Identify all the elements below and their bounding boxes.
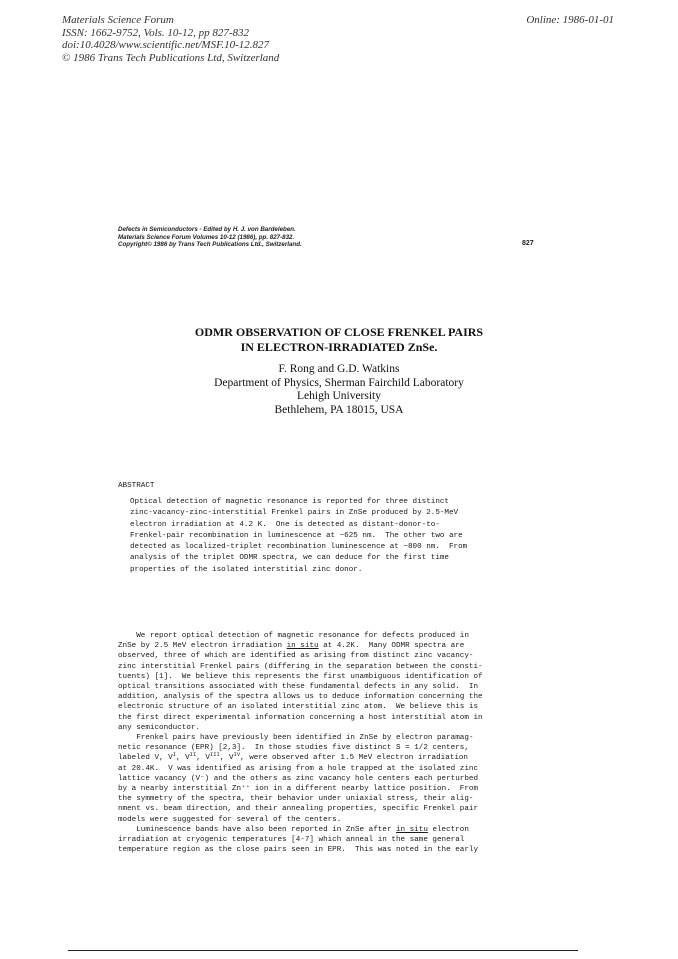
abstract-line: zinc-vacancy-zinc-interstitial Frenkel pairs in ZnSe produced by 2.5-MeV <box>130 509 459 518</box>
abstract-line: properties of the isolated interstitial zinc donor. <box>130 565 363 574</box>
body-line <box>118 825 483 835</box>
online-date: Online: 1986-01-01 <box>526 14 614 26</box>
body-line: irradiation at cryogenic temperatures [4-7] which anneal in the same general <box>118 836 465 845</box>
abstract-line: Frenkel-pair recombination in luminescence at ~625 nm. The other two are <box>130 531 463 540</box>
abstract-line: electron irradiation at 4.2 K. One is detected as distant-donor-to- <box>130 520 440 529</box>
journal-name: Materials Science Forum <box>62 14 174 26</box>
body-line <box>118 753 483 763</box>
body-line: zinc interstitial Frenkel pairs (differing in the separation between the consti- <box>118 662 483 671</box>
proceedings-line-2: Materials Science Forum Volumes 10-12 (1986), pp. 827-832. <box>118 233 295 241</box>
author-city: Bethlehem, PA 18015, USA <box>274 403 404 416</box>
text-run: at 4.2K. Many ODMR spectra are <box>318 642 465 651</box>
author-department: Department of Physics, Sherman Fairchild Laboratory <box>214 376 464 389</box>
body-line: by a nearby interstitial Zn⁺⁺ ion in a different nearby lattice position. From <box>118 785 479 794</box>
superscript: I <box>172 751 176 759</box>
body-line: temperature region as the close pairs seen in EPR. This was noted in the early <box>118 846 479 855</box>
body-line: Frenkel pairs have previously been identified in ZnSe by electron paramag- <box>118 734 474 743</box>
abstract-line: detected as localized-triplet recombination luminescence at ~800 nm. From <box>130 543 468 552</box>
body-text <box>118 631 483 855</box>
footer-rule <box>68 950 578 951</box>
text-run: Luminescence bands have also been reported in ZnSe after <box>118 825 396 834</box>
doi-link[interactable]: doi:10.4028/www.scientific.net/MSF.10-12.827 <box>62 39 270 51</box>
abstract-body <box>130 497 467 576</box>
title-line-2: IN ELECTRON-IRRADIATED ZnSe. <box>240 339 438 354</box>
abstract-line: Optical detection of magnetic resonance is reported for three distinct <box>130 498 449 506</box>
abstract-heading: ABSTRACT <box>118 482 155 490</box>
copyright-line: © 1986 Trans Tech Publications Ltd, Switzerland <box>62 51 280 64</box>
body-line: We report optical detection of magnetic resonance for defects produced in <box>118 632 469 640</box>
proceedings-line-3: Copyright© 1986 by Trans Tech Publications Ltd., Switzerland. <box>118 241 302 248</box>
text-run: , V <box>176 754 190 763</box>
body-line: optical transitions associated with these fundamental defects in any solid. In <box>118 683 479 692</box>
body-line: electronic structure of an isolated interstitial zinc atom. We believe this is <box>118 703 479 712</box>
italic-in-situ: in situ <box>395 825 428 834</box>
superscript: III <box>209 751 220 759</box>
italic-in-situ: in situ <box>286 642 319 651</box>
text-run: , V <box>196 754 210 763</box>
issn-line: ISSN: 1662-9752, Vols. 10-12, pp 827-832 <box>62 26 249 39</box>
text-run: labeled V, V <box>118 754 173 763</box>
body-line: the first direct experimental information concerning a host interstitial atom in <box>118 713 483 722</box>
page-number: 827 <box>522 240 534 247</box>
body-line: tuents) [1]. We believe this represents the first unambiguous identification of <box>118 672 483 681</box>
body-line: the symmetry of the spectra, their behavior under uniaxial stress, their alig- <box>118 795 474 804</box>
body-line: netic resonance (EPR) [2,3]. In those studies five distinct S = 1/2 centers, <box>118 744 469 753</box>
proceedings-line-1: Defects in Semiconductors - Edited by H. J. von Bardeleben. <box>118 226 296 233</box>
body-line: models were suggested for several of the centers. <box>118 815 342 824</box>
text-run: , V <box>219 754 234 763</box>
paper-title <box>0 325 678 354</box>
body-line: observed, three of which are identified as arising from distinct zinc vacancy- <box>118 652 474 661</box>
body-line: at 20.4K. V was identified as arising from a hole trapped at the isolated zinc <box>118 764 479 773</box>
body-line <box>118 641 483 651</box>
body-line: any semiconductor. <box>118 723 201 732</box>
author-names: F. Rong and G.D. Watkins <box>278 363 400 375</box>
abstract-line: analysis of the triplet ODMR spectra, we can deduce for the first time <box>130 554 449 563</box>
publication-header <box>62 14 279 64</box>
superscript: II <box>189 751 197 759</box>
author-university: Lehigh University <box>297 390 381 402</box>
title-line-1: ODMR OBSERVATION OF CLOSE FRENKEL PAIRS <box>194 325 484 339</box>
proceedings-info <box>118 226 302 249</box>
text-run: , were observed after 1.5 MeV electron irradiation <box>240 754 468 763</box>
text-run: electron <box>427 825 469 834</box>
body-line: addition, analysis of the spectra allows us to deduce information concerning the <box>118 693 483 702</box>
author-block <box>0 363 678 417</box>
body-line: lattice vacancy (V⁻) and the others as zinc vacancy hole centers each perturbed <box>118 774 479 783</box>
superscript: IV <box>233 751 241 759</box>
body-line: nment vs. beam direction, and their annealing properties, specific Frenkel pair <box>118 805 479 814</box>
text-run: ZnSe by 2.5 MeV electron irradiation <box>118 642 287 651</box>
